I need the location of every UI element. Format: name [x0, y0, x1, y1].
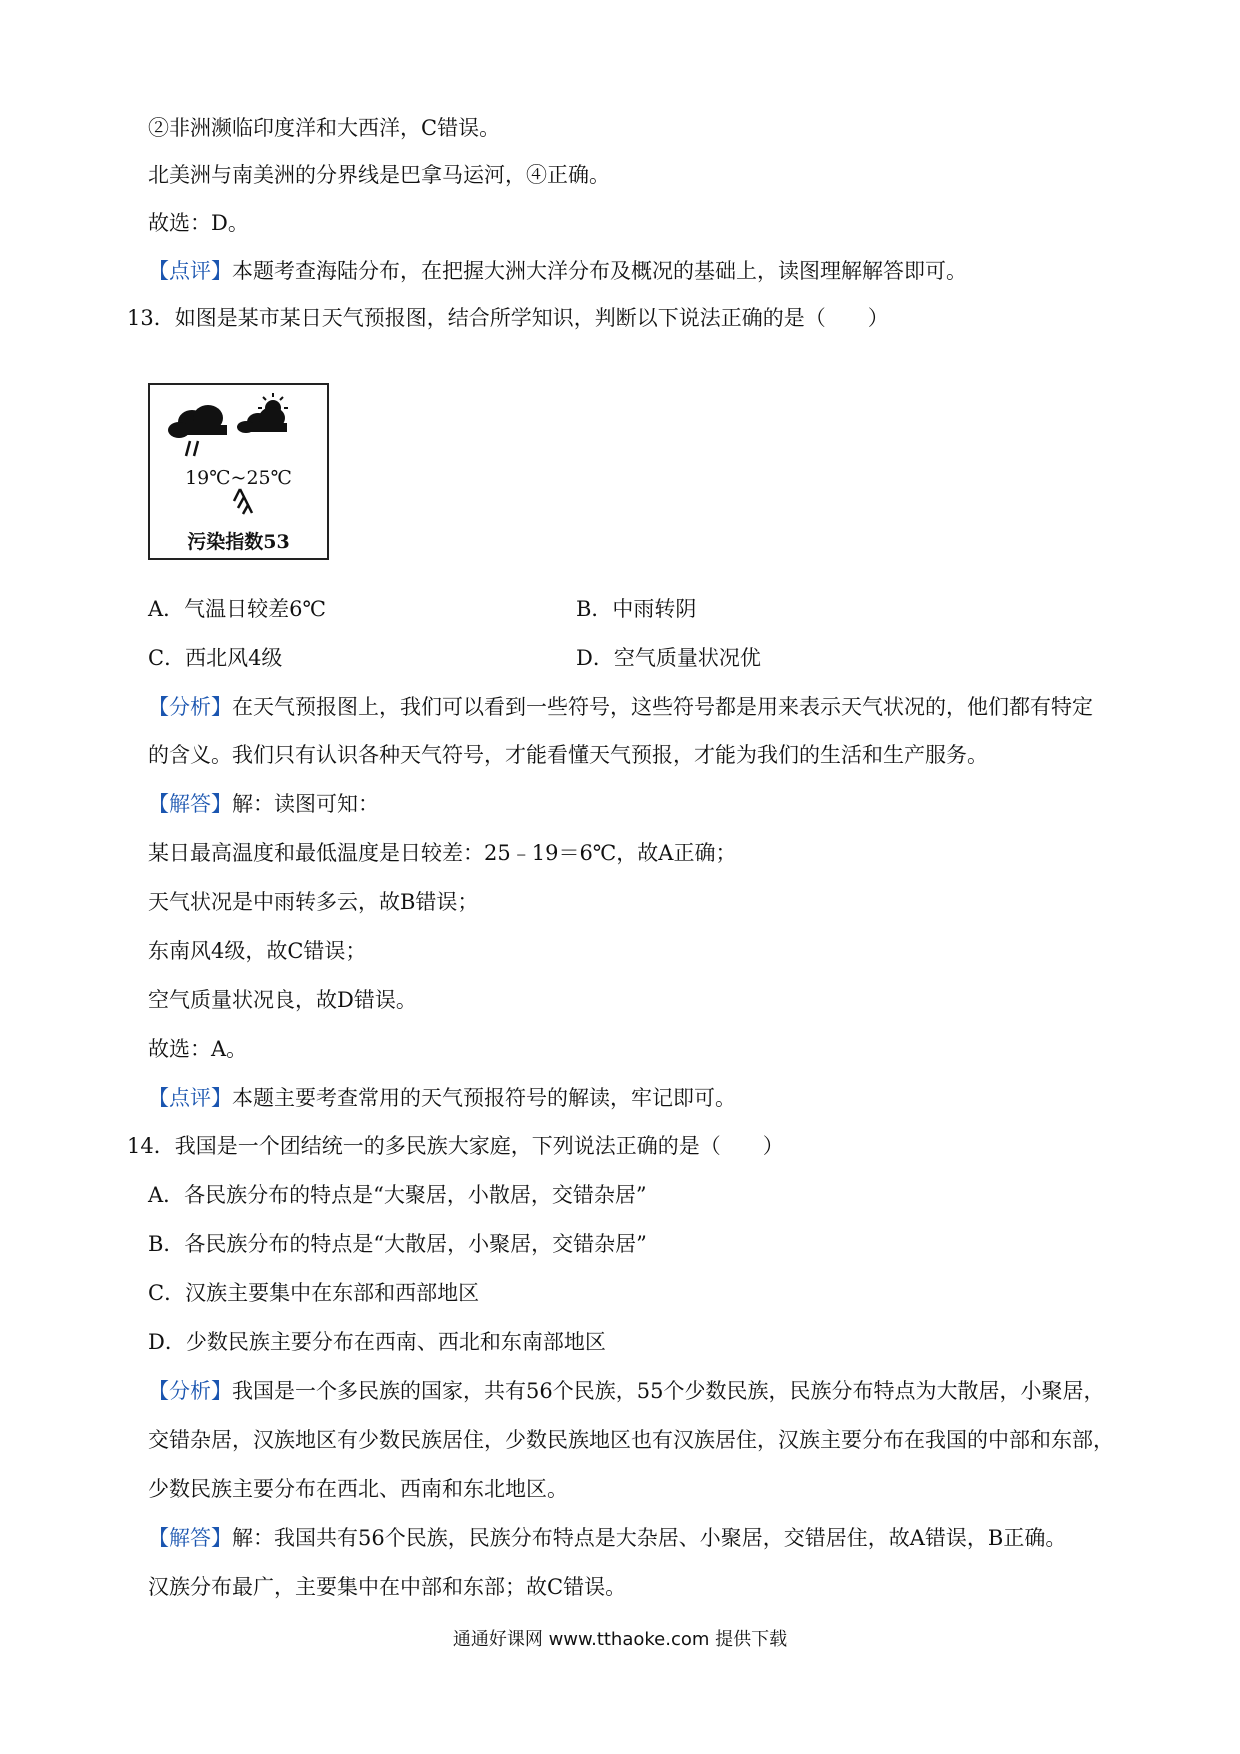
question-13-stem: 13．如图是某市某日天气预报图，结合所学知识，判断以下说法正确的是（ ）: [127, 306, 889, 330]
rain-cloud-icon: [168, 405, 227, 456]
analysis-line: [148, 692, 1093, 722]
answer-line-6: 故选：A。: [148, 1037, 248, 1061]
option-a: A．各民族分布的特点是“大聚居，小散居，交错杂居”: [148, 1183, 647, 1207]
analysis-line-3: 少数民族主要分布在西北、西南和东北地区。: [148, 1477, 568, 1501]
answer-line: [148, 1523, 1066, 1553]
text-line: 故选：D。: [148, 211, 249, 235]
option-d: D．空气质量状况优: [576, 646, 761, 670]
wind-icon: [234, 489, 252, 514]
analysis-text: 我国是一个多民族的国家，共有56个民族，55个少数民族，民族分布特点为大散居，小聚居，: [232, 1379, 1105, 1403]
text-line: 北美洲与南美洲的分界线是巴拿马运河，④正确。: [148, 163, 610, 187]
answer-line: [148, 789, 379, 819]
option-b: B．中雨转阴: [576, 597, 697, 621]
answer-line-4: 东南风4级，故C错误；: [148, 939, 367, 963]
analysis-line-2: 交错杂居，汉族地区有少数民族居住，少数民族地区也有汉族居住，汉族主要分布在我国的中部和东部，: [148, 1428, 1114, 1452]
pollution-index: 污染指数53: [187, 531, 290, 553]
answer-line-2: 某日最高温度和最低温度是日较差：25﹣19＝6℃，故A正确；: [148, 841, 737, 865]
analysis-tag: 【分析】: [148, 695, 232, 719]
answer-text: 解：我国共有56个民族，民族分布特点是大杂居、小聚居，交错居住，故A错误，B正确。: [232, 1526, 1067, 1550]
temperature-range: 19℃~25℃: [185, 467, 292, 489]
option-a: A．气温日较差6℃: [148, 597, 327, 621]
option-d: D．少数民族主要分布在西南、西北和东南部地区: [148, 1330, 606, 1354]
option-c: C．汉族主要集中在东部和西部地区: [148, 1281, 480, 1305]
analysis-tag: 【分析】: [148, 1379, 232, 1403]
analysis-text: 在天气预报图上，我们可以看到一些符号，这些符号都是用来表示天气状况的，他们都有特定: [232, 695, 1093, 719]
answer-line-3: 天气状况是中雨转多云，故B错误；: [148, 890, 479, 914]
option-c: C．西北风4级: [148, 646, 283, 670]
weather-forecast-figure: [148, 383, 329, 560]
option-b: B．各民族分布的特点是“大散居，小聚居，交错杂居”: [148, 1232, 647, 1256]
answer-tag: 【解答】: [148, 1526, 232, 1550]
sun-cloud-icon: [237, 393, 288, 433]
comment-text: 本题主要考查常用的天气预报符号的解读，牢记即可。: [232, 1086, 736, 1110]
comment-tag: 【点评】: [148, 259, 232, 283]
analysis-line-2: 的含义。我们只有认识各种天气符号，才能看懂天气预报，才能为我们的生活和生产服务。: [148, 743, 988, 767]
comment-tag: 【点评】: [148, 1086, 232, 1110]
footer-source: 通通好课网 www.tthaoke.com 提供下载: [452, 1629, 788, 1650]
answer-text: 解：读图可知：: [232, 792, 379, 816]
answer-tag: 【解答】: [148, 792, 232, 816]
question-14-stem: 14．我国是一个团结统一的多民族大家庭，下列说法正确的是（ ）: [127, 1134, 784, 1158]
analysis-line: [148, 1376, 1104, 1406]
text-line: ②非洲濒临印度洋和大西洋，C错误。: [148, 116, 501, 140]
comment-text: 本题考查海陆分布，在把握大洲大洋分布及概况的基础上，读图理解解答即可。: [232, 259, 967, 283]
answer-line-2: 汉族分布最广，主要集中在中部和东部；故C错误。: [148, 1575, 627, 1599]
comment-line: [148, 256, 967, 286]
answer-line-5: 空气质量状况良，故D错误。: [148, 988, 417, 1012]
comment-line: [148, 1083, 736, 1113]
